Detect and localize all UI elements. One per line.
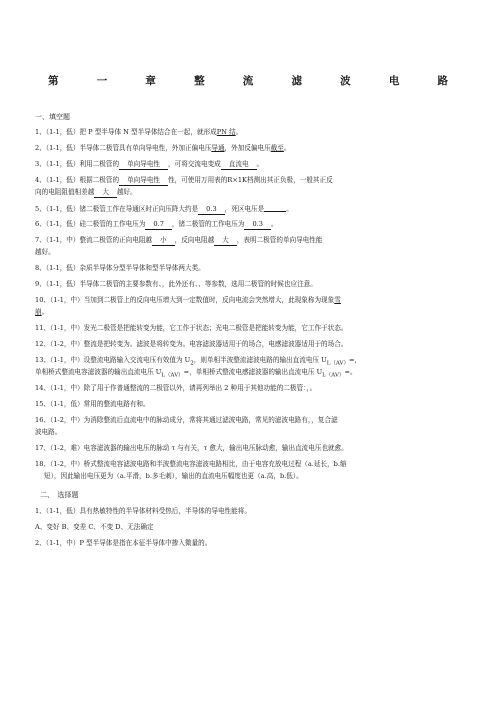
question-text: 3、（1-1，低）利用二极管的 (35, 160, 120, 168)
question-15: 15、（1-1，低）常用的整流电路有和。 (35, 400, 150, 408)
question-6 (35, 220, 465, 230)
answer-text: 单向导电性 (119, 160, 168, 170)
question-text: 。 (41, 308, 49, 316)
question-2 (35, 144, 465, 153)
question-text: 向的电阻阻值相差越 (35, 188, 95, 196)
title-char: 整 (194, 75, 205, 87)
question-13 (35, 356, 465, 368)
title-char: 滤 (291, 75, 302, 87)
subscript: L（AV） (322, 372, 345, 379)
question-16-cont: 波电路。 (35, 428, 62, 436)
question-10-cont (35, 308, 465, 317)
question-4-cont (35, 188, 465, 198)
blank (264, 204, 286, 212)
question-10 (35, 296, 465, 305)
question-text: ，外加反偏电压 (224, 144, 271, 152)
answer-text: 雪 (334, 296, 341, 304)
question-text: =。 (344, 368, 357, 376)
question-8: 8、（1-1，低）杂质半导体分型半导体和型半导体两大类。 (35, 264, 205, 272)
choice-question-2: 2、（1-1，中）P 型半导体是指在本征半导体中掺入微量的。 (35, 539, 212, 547)
question-text: ，死区电压是 (224, 205, 265, 213)
question-11: 11、（1-1，中）发光二极管是把能转变为能，它工作于状态；光电二极管是把能转变为能，它工作于状态。 (35, 324, 348, 332)
question-4 (35, 176, 465, 186)
answer-text: 截至 (270, 144, 284, 152)
question-9: 9、（1-1，低）半导体二极管的主要参数有、，此外还有、、等参数，选用二极管的时候也应注意。 (35, 280, 317, 288)
question-text: 10、（1-1，中）当加到二极管上的反向电压增大到一定数值时，反向电流会突然增大，此现象称为现象 (35, 296, 335, 304)
answer-text: 0.7 (145, 220, 172, 230)
question-text: 。 (235, 128, 243, 136)
answer-text: 0.3 (198, 205, 225, 215)
question-text: 13、（1-1，中）设整流电路输入交流电压有效值为 U (35, 356, 191, 364)
title-char: 章 (145, 75, 156, 87)
answer-text: 小 (152, 236, 175, 246)
question-5 (35, 204, 465, 215)
question-18: 18、（1-2，中）桥式整流电容滤波电路和半波整流电容滤波电路相比，由于电容充放电过程（a.延长，b.缩 (35, 460, 347, 468)
subscript: 2 (190, 360, 194, 367)
section-heading-multiple-choice: 二、 选择题 (40, 491, 79, 499)
question-text: 单相桥式整流电容滤波器的输出直流电压 U (35, 368, 162, 376)
answer-text: 0.3 (244, 220, 271, 230)
answer-text: 导通 (211, 144, 225, 152)
question-text: 越好。 (116, 188, 137, 196)
answer-text: 直流电 (221, 160, 257, 170)
title-char: 电 (388, 75, 400, 87)
question-text: 性，可使用万用表的R×1K档测出其正负极，一般其正反 (168, 176, 333, 184)
question-text: 4、（1-1，低）根据二极管的 (35, 176, 120, 184)
question-18-cont: 短），因此输出电压更为（a.平滑，b.多毛刺），输出的直流电压幅度也更（a.高，b.低）。 (44, 472, 303, 480)
question-text: 。 (283, 144, 291, 152)
question-text: ，则单相半波整流滤波电路的输出直流电压 U (193, 356, 327, 364)
question-12: 12、（1-2，中）整流是把转变为。滤波是将转变为。电容滤波器适用于的场合，电感滤波器适用于的场合。 (35, 340, 348, 348)
question-text: =，单相桥式整流电感滤波器的输出直流电压 U (183, 368, 323, 376)
question-17: 17、（1-2，难）电容滤波器的输出电压的脉动 τ 与有关，τ 愈大，输出电压脉动愈，输出直流电压也就愈。 (35, 444, 348, 452)
title-char: 波 (340, 75, 351, 87)
chapter-title (48, 73, 448, 88)
question-7-cont: 越好。 (35, 248, 55, 256)
answer-text: 大 (214, 236, 237, 246)
question-text: 7、（1-1，中）整流二极管的正向电阻越 (35, 236, 153, 244)
question-text: 5、（1-1，低）锗二极管工作在导通区时正向压降大约是 (35, 205, 199, 213)
question-text: 2、（1-1，低）半导体二极管具有单向导电性，外加正偏电压 (35, 144, 212, 152)
choice-question-1: 1、（1-1，低）具有热敏特性的半导体材料受热后，半导体的导电性能将。 (35, 507, 251, 515)
answer-text: 大 (94, 188, 117, 198)
question-text: 。 (286, 205, 293, 213)
question-1 (35, 128, 465, 137)
answer-text: 单向导电性 (119, 176, 168, 186)
title-char: 第 (48, 75, 59, 87)
subscript: L（AV） (326, 360, 350, 367)
title-char: 路 (437, 75, 448, 87)
answer-text: 崩 (35, 308, 42, 316)
question-text: 。 (270, 220, 278, 228)
choice-question-1-options: A、变好 B、变差 C、不变 D、无法确定 (35, 523, 154, 531)
title-char: 一 (96, 75, 108, 87)
question-text: 。 (256, 160, 264, 168)
subscript: L（AV） (161, 372, 184, 379)
question-14: 14、（1-1，中）除了用于作普通整流的二极管以外，请再列举出 2 种用于其他功能的二极管：，。 (35, 384, 317, 392)
question-16: 16、（1-2，中）为消除整流后直流电中的脉动成分，常将其通过滤波电路，常见的滤波电路有，，复合滤 (35, 416, 338, 424)
question-text: ，反向电阻越 (174, 236, 215, 244)
question-13-cont (35, 368, 465, 380)
question-3 (35, 160, 465, 170)
question-text: ，表明二极管的单向导电性能 (236, 236, 323, 244)
question-text: 1、（1-1，低）把 P 型半导体 N 型半导体结合在一起，就形成 (35, 128, 217, 136)
title-char: 流 (242, 75, 254, 87)
section-heading-fill-blank: 一、填空题 (35, 113, 70, 121)
answer-text: PN 结 (216, 128, 236, 136)
question-text: =， (349, 356, 362, 364)
question-text: 6、（1-1，低）硅二极管的工作电压为 (35, 220, 146, 228)
question-text: ，锗二极管的工作电压为 (171, 220, 245, 228)
question-7 (35, 236, 465, 246)
question-text: ，可将交流电变成 (168, 160, 221, 168)
